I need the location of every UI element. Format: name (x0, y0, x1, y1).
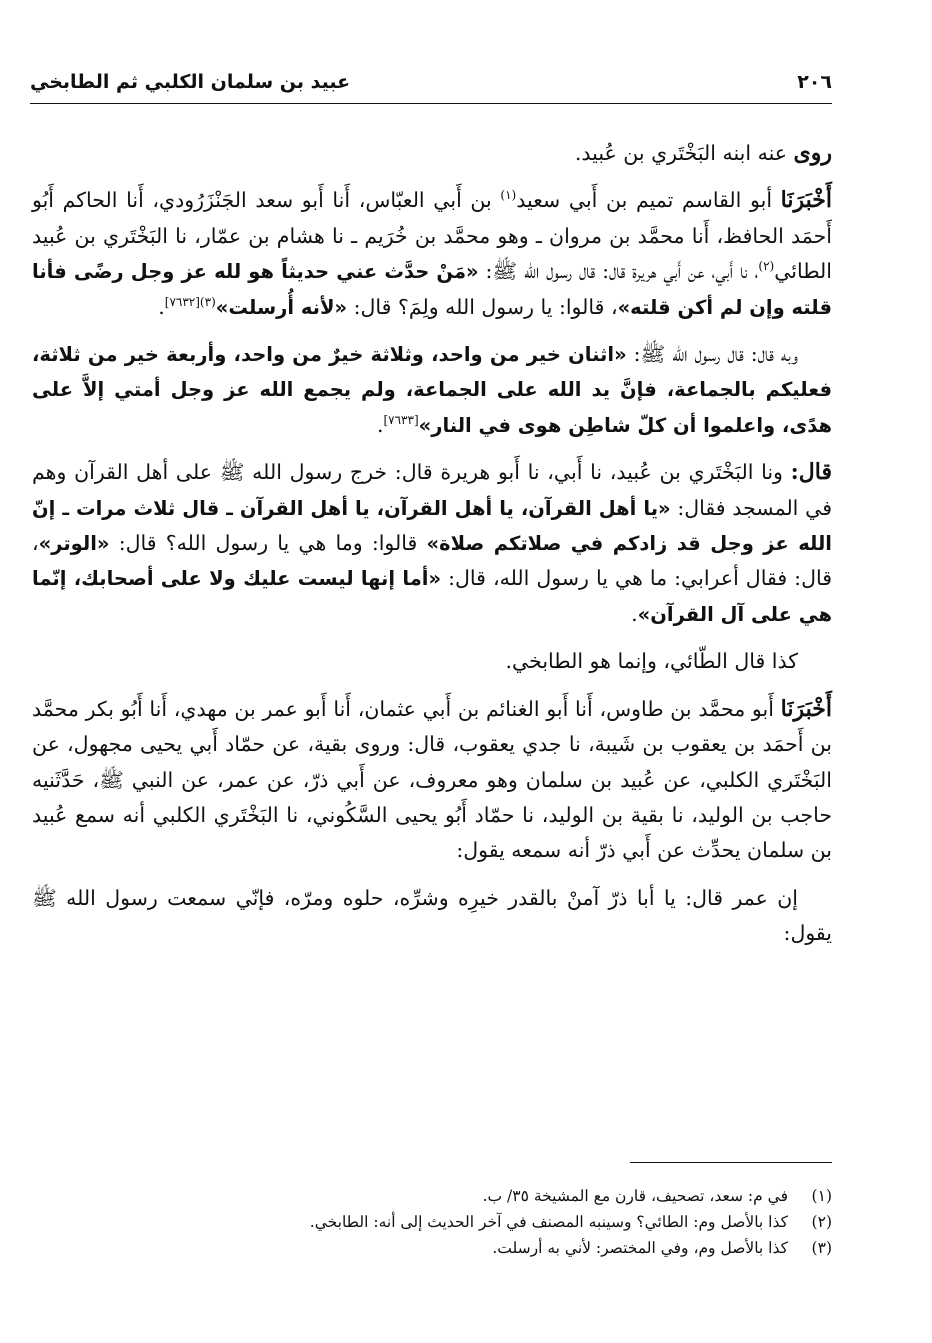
paragraph-text: . (631, 601, 638, 626)
page-header (30, 66, 832, 98)
footnote (32, 1209, 832, 1235)
paragraph-7 (32, 881, 832, 952)
paragraph-5 (32, 644, 832, 679)
paragraph-lead: أَخْبَرَنَا (780, 187, 832, 214)
paragraph-3 (32, 337, 832, 443)
footnote-text: كذا بالأصل وم: الطائي؟ وسينبه المصنف في آخر الحديث إلى أنه: الطابخي. (309, 1213, 788, 1231)
footnote-ref: (١) (500, 188, 517, 203)
paragraph-text: ، نا أَبي، عن أَبي هريرة قال: قال رسول الله ﷺ: (478, 259, 759, 284)
paragraph-text: . (158, 294, 165, 319)
paragraph-lead: قال: (790, 459, 832, 486)
paragraph-1 (32, 136, 832, 171)
hadith-quote: «مَنْ حدَّث عني حديثاً هو لله عز وجل رضًى فأنا قلته وإن لم أكن قلته» (32, 260, 832, 319)
paragraph-text: ، قالوا: يا رسول الله ولِمَ؟ قال: (347, 294, 618, 319)
paragraph-6 (32, 692, 832, 869)
paragraph-text: أبو القاسم تميم بن أَبي سعيد (516, 188, 781, 213)
footnote-ref: (٣)[٧٦٣٢] (164, 294, 216, 309)
hadith-quote: «الوتر» (38, 532, 110, 556)
paragraph-text: وبه قال: قال رسول الله ﷺ: (626, 342, 799, 367)
footnote-number: (١) (811, 1187, 832, 1205)
paragraph-lead: أَخْبَرَنَا (780, 695, 832, 722)
footnote-rule (630, 1162, 832, 1163)
paragraph-text: أَبو محمَّد بن طاوس، أَنا أَبو الغنائم بن أَبي عثمان، أَنا أَبو عمر بن مهدي، أَنا أَبُو بكر محمَّد بن أَحمَد بن يعقوب بن شَيبة، نا جدي يعقوب، قال: وروى بقية، عن حمّاد أَبي يحيى مجهول، عن البَخْتَري الكلبي، عن عُبيد بن سلمان وهو معروف، عن أَبي ذرّ، عن عمر، عن النبي ﷺ، حَدَّثَنيه حاجب بن الوليد، نا بقية بن الوليد، نا حمّاد أَبُو يحيى السَّكُوني، نا البَخْتَري الكلبي أنه سمع عُبيد بن سلمان يحدِّث عن أَبي ذرّ أنه سمعه يقول: (32, 696, 832, 863)
paragraph-text: قالوا: وما هي يا رسول الله؟ قال: (109, 531, 427, 556)
footnote-number: (٣) (811, 1239, 832, 1257)
hadith-quote: «لأنه أُرسلت» (215, 295, 348, 319)
footnote (32, 1235, 832, 1261)
page-number: ٢٠٦ (797, 71, 832, 93)
header-rule (30, 103, 832, 104)
running-title: عبيد بن سلمان الكلبي ثم الطابخي (30, 71, 351, 93)
paragraph-lead: روى (793, 140, 832, 166)
paragraph-text: . (376, 412, 384, 437)
hadith-quote: «أما إنها ليست عليك ولا على أصحابك، إنّما هي على آل القرآن» (32, 567, 832, 626)
footnote-number: (٢) (811, 1213, 832, 1231)
paragraph-4 (32, 455, 832, 632)
paragraph-text: ونا البَخْتَري بن عُبيد، نا أَبي، نا أَبو هريرة قال: خرج رسول الله ﷺ على أهل القرآن وهم في المسجد فقال: (32, 460, 832, 520)
footnote (32, 1183, 832, 1209)
footnotes (32, 1183, 832, 1261)
paragraph-text: كذا قال الطّائي، وإنما هو الطابخي. (505, 649, 798, 674)
footnote-text: في م: سعد، تصحيف، قارن مع المشيخة ٣٥/ ب. (482, 1187, 788, 1205)
paragraph-text: إن عمر قال: يا أبا ذرّ آمنْ بالقدر خيرِه وشرِّه، حلوه ومرّه، فإنّي سمعت رسول الله ﷺ يقول: (32, 885, 832, 946)
hadith-quote: «يا أهل القرآن، يا أهل القرآن، يا أهل القرآن ـ قال ثلاث مرات ـ إنّ الله عز وجل قد زادكم في صلاتكم صلاة» (32, 496, 832, 556)
main-text (32, 136, 832, 964)
hadith-quote: «اثنان خير من واحد، وثلاثة خيرٌ من واحد، وأربعة خير من ثلاثة، فعليكم بالجماعة، فإنَّ يد الله على الجماعة، ولم يجمع الله عز وجل أمتي إلاَّ على هدًى، واعلموا أن كلّ شاطِن هوى في النار» (32, 343, 832, 437)
paragraph-2 (32, 183, 832, 325)
paragraph-text: بن أَبي العبّاس، أَنا أَبو سعد الجَنْزَرُودي، أَنا الحاكم أَبُو أَحمَد الحافظ، أَنا محمَّد بن مروان ـ وهو محمَّد بن خُرَيم ـ نا هشام بن عمّار، نا البَخْتَري بن عُبيد الطائي (32, 188, 832, 284)
footnote-ref: [٧٦٣٣] (383, 413, 419, 428)
footnote-text: كذا بالأصل وم، وفي المختصر: لأني به أرسلت. (492, 1239, 788, 1257)
paragraph-text: عنه ابنه البَخْتَري بن عُبيد. (574, 141, 794, 165)
paragraph-text: ، قال: فقال أعرابي: ما هي يا رسول الله، قال: (32, 531, 833, 591)
footnote-ref: (٢) (758, 259, 775, 274)
